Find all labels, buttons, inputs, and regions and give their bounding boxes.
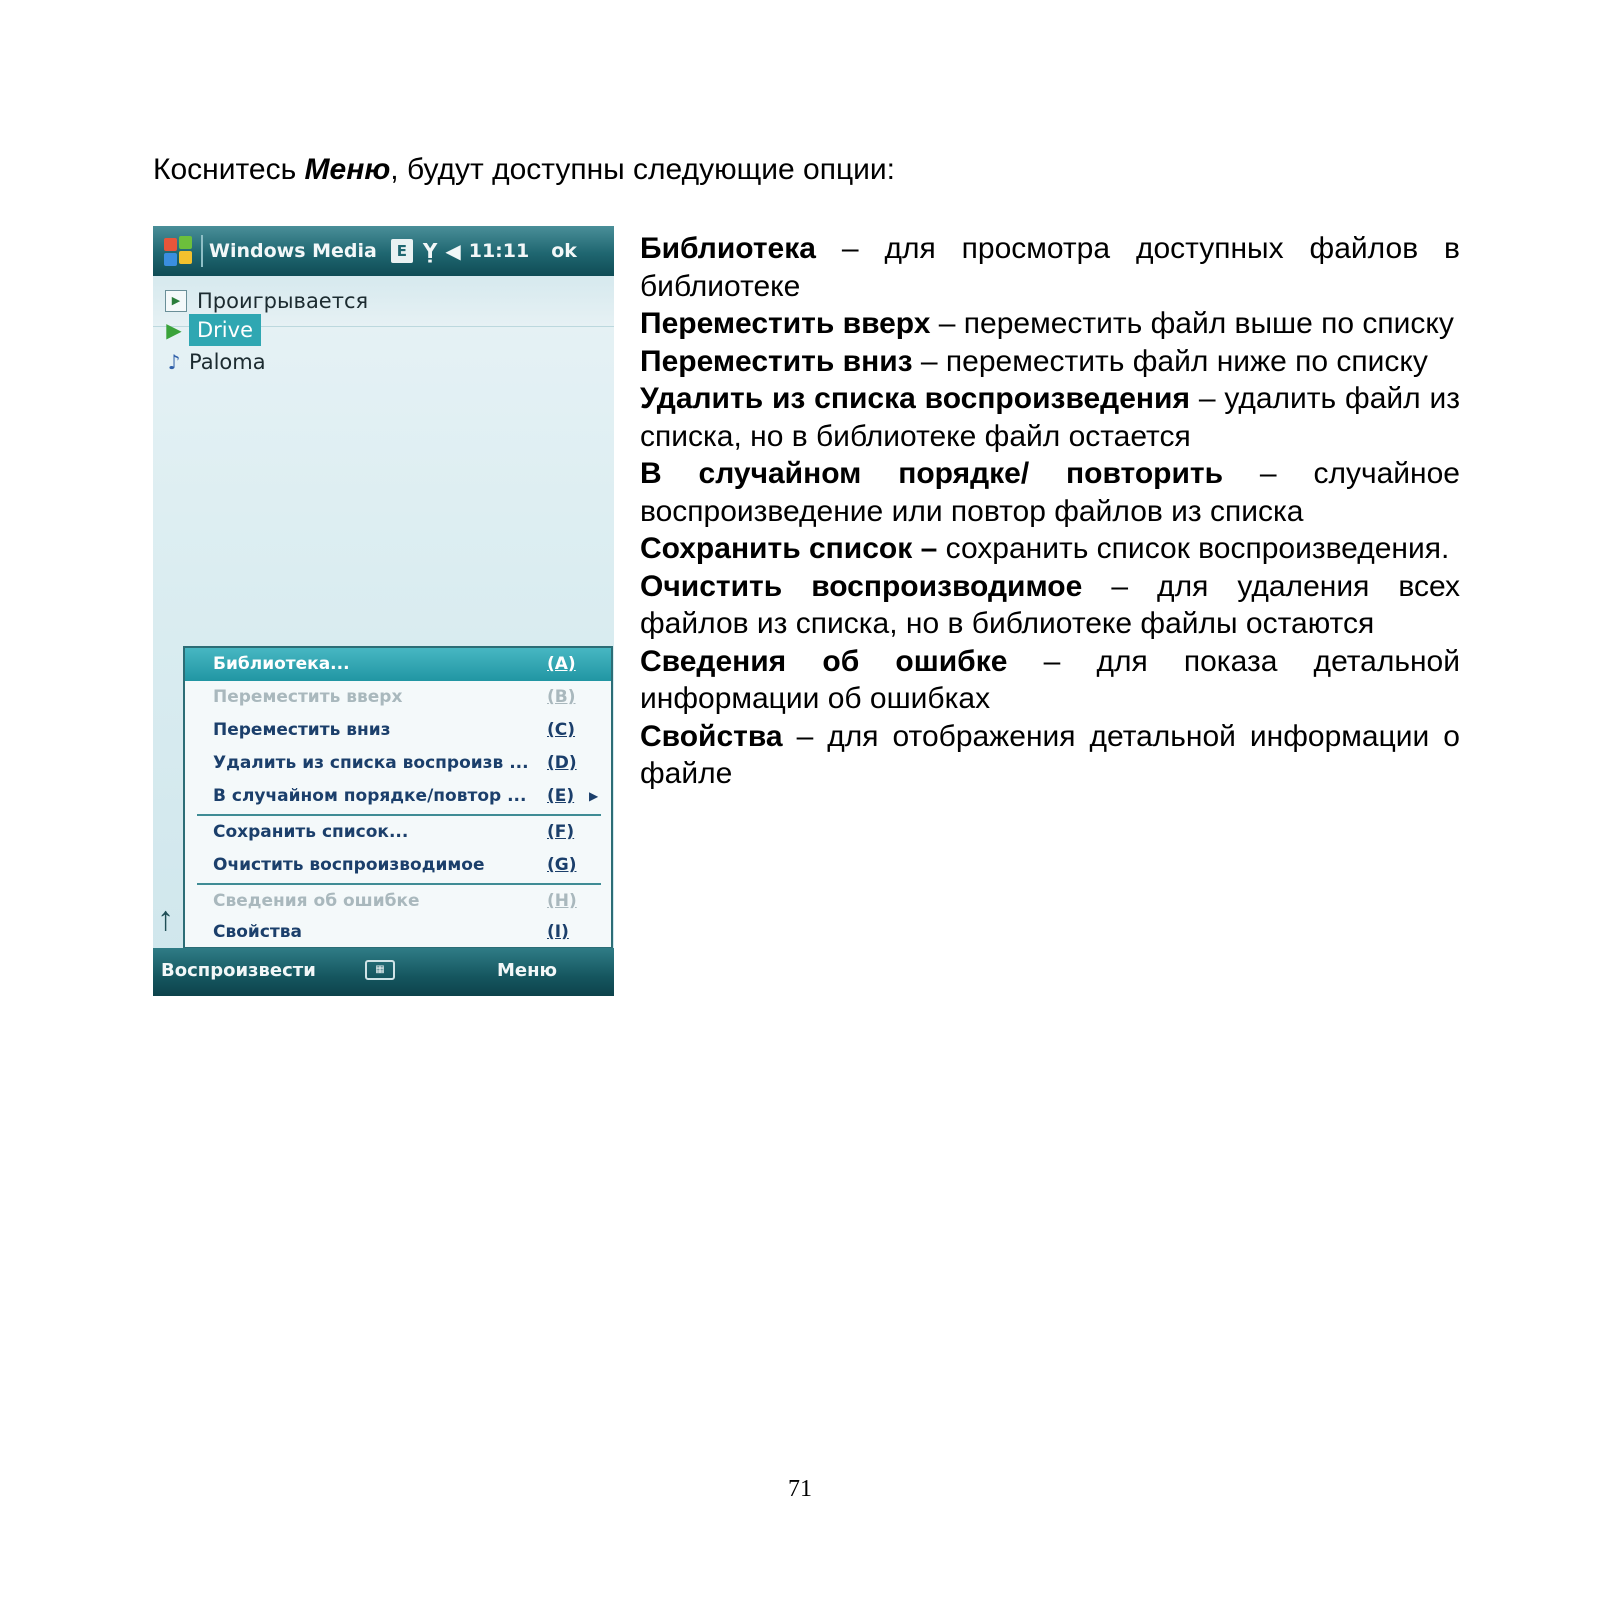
- playing-arrow-icon: ▶: [166, 318, 182, 342]
- menu-item-error-details[interactable]: Сведения об ошибке (H): [213, 891, 577, 911]
- menu-softkey[interactable]: Меню: [497, 960, 558, 981]
- signal-icon[interactable]: Ỵ: [422, 239, 438, 263]
- track-item[interactable]: [161, 314, 261, 346]
- menu-item-move-up[interactable]: Переместить вверх (B): [213, 687, 576, 707]
- volume-icon[interactable]: ◀︎: [445, 239, 461, 263]
- menu-item-clear[interactable]: Очистить воспроизводимое (G): [213, 855, 577, 875]
- intro-text: [153, 150, 895, 190]
- menu-item-save-list[interactable]: Сохранить список... (F): [213, 822, 575, 842]
- intro-menu-word: Меню: [304, 153, 391, 186]
- keyboard-icon[interactable]: ▦: [365, 960, 395, 980]
- option-error-details: Сведения об ошибке – для показа детальной информации об ошибках: [640, 644, 1460, 715]
- options-description: [640, 230, 1460, 793]
- app-title: Windows Media: [209, 240, 377, 262]
- submenu-arrow-icon: ▶: [589, 789, 599, 803]
- windows-start-icon[interactable]: [161, 234, 195, 268]
- track-name: Paloma: [189, 350, 266, 374]
- option-properties: Свойства – для отображения детальной информации о файле: [640, 719, 1460, 790]
- option-clear: Очистить воспроизводимое – для удаления всех файлов из списка, но в библиотеке файлы остаются: [640, 569, 1460, 640]
- now-playing-label: Проигрывается: [197, 289, 369, 313]
- option-library: Библиотека – для просмотра доступных файлов в библиотеке: [640, 232, 1460, 303]
- ok-button[interactable]: ok: [551, 240, 577, 262]
- option-shuffle-repeat: В случайном порядке/ повторить – случайное воспроизведение или повтор файлов из списка: [640, 457, 1460, 528]
- page-number: 71: [788, 1476, 812, 1502]
- clock[interactable]: 11:11: [468, 240, 530, 262]
- context-menu: [183, 646, 613, 949]
- menu-item-library[interactable]: Библиотека... (A): [185, 648, 611, 681]
- title-separator: [201, 235, 203, 267]
- menu-item-move-down[interactable]: Переместить вниз (C): [213, 720, 576, 740]
- option-remove: Удалить из списка воспроизведения – удалить файл из списка, но в библиотеке файл остается: [640, 382, 1460, 453]
- track-item[interactable]: [161, 346, 266, 378]
- menu-item-shuffle-repeat[interactable]: В случайном порядке/повтор ... (E) ▶: [185, 780, 611, 813]
- track-name: Drive: [189, 314, 261, 346]
- phone-screenshot: [153, 226, 614, 996]
- play-softkey[interactable]: Воспроизвести: [161, 960, 316, 981]
- play-icon: ▶: [165, 290, 187, 312]
- music-note-icon: ♪: [167, 350, 181, 374]
- intro-suffix: , будут доступны следующие опции:: [390, 153, 896, 186]
- option-move-up: Переместить вверх – переместить файл выше по списку: [640, 307, 1454, 340]
- intro-prefix: Коснитесь: [153, 153, 305, 186]
- soft-key-bar: [153, 948, 614, 996]
- title-bar: [153, 226, 614, 276]
- edge-network-icon[interactable]: E: [391, 239, 413, 263]
- up-arrow-icon[interactable]: ↑: [157, 900, 174, 938]
- menu-item-remove[interactable]: Удалить из списка воспроизв ... (D): [213, 753, 577, 773]
- menu-item-properties[interactable]: Свойства (I): [213, 922, 569, 942]
- option-move-down: Переместить вниз – переместить файл ниже по списку: [640, 344, 1428, 378]
- option-save-list: Сохранить список – сохранить список воспроизведения.: [640, 532, 1450, 565]
